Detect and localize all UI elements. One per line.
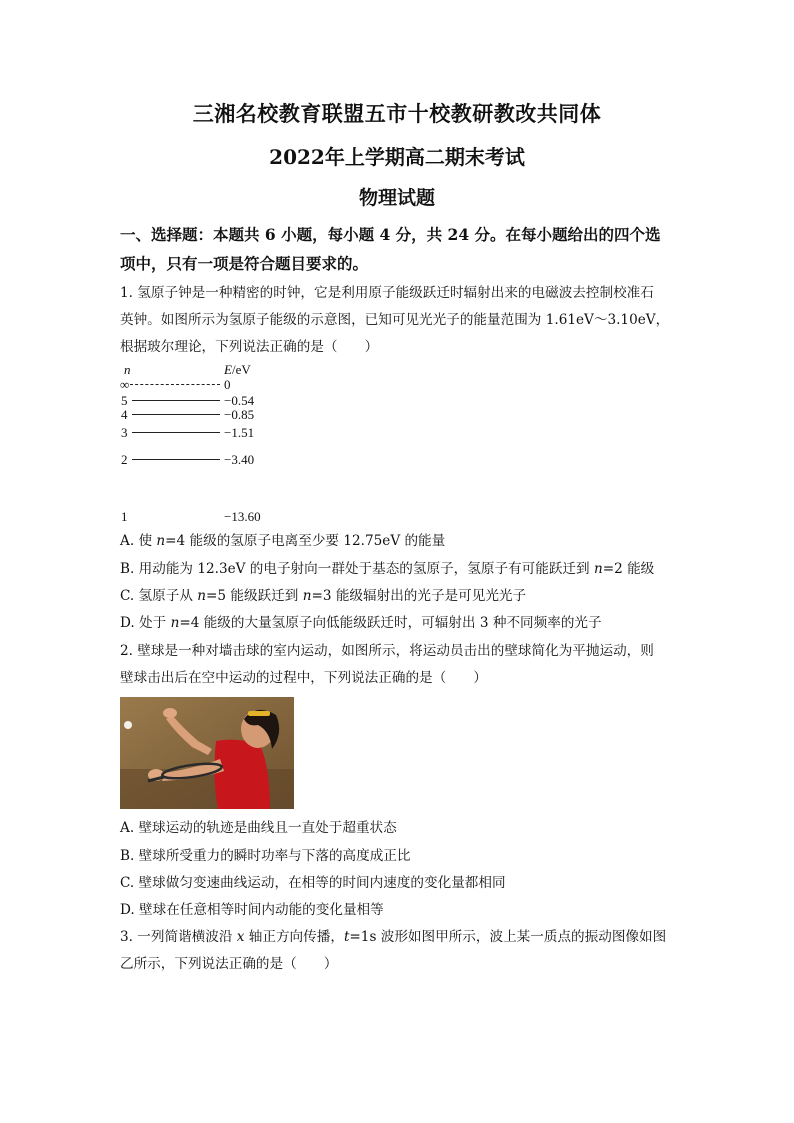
section-line-2: 项中，只有一项是符合题目要求的。 (120, 254, 369, 273)
level-n-3: 3 (121, 425, 128, 440)
level-n-infinity: ∞ (120, 377, 130, 392)
question-1-line-2: 英钟。如图所示为氢原子能级的示意图，已知可见光光子的能量范围为 1.61eV～3.10eV， (120, 312, 670, 328)
question-2-stem (120, 638, 676, 692)
question-1-line-3: 根据玻尔理论，下列说法正确的是（ ） (120, 339, 379, 355)
axis-label-energy-unit: /eV (231, 362, 251, 377)
axis-label-energy (224, 362, 251, 378)
question-2-line-1: 2. 壁球是一种对墙击球的室内运动，如图所示，将运动员击出的壁球简化为平抛运动，则 (120, 643, 654, 659)
option-b-var: n (593, 561, 603, 577)
option-d-text-2: =4 能级的大量氢原子向低能级跃迁时，可辐射出 3 种不同频率的光子 (179, 615, 602, 631)
question-2-line-2: 壁球击出后在空中运动的过程中，下列说法正确的是（ ） (120, 670, 488, 686)
question-1-line-1: 1. 氢原子钟是一种精密的时钟，它是利用原子能级跃迁时辐射出来的电磁波去控制校准石 (120, 285, 654, 301)
question-3-line-1 (120, 924, 676, 951)
option-c-text-2: =5 能级跃迁到 (206, 588, 303, 604)
question-3-text-3: =1s 波形如图甲所示，波上某一质点的振动图像如图 (349, 929, 667, 945)
level-e-5: −0.54 (224, 393, 255, 408)
level-e-1: −13.60 (224, 509, 261, 524)
question-3-text-1: 3. 一列简谐横波沿 (120, 929, 237, 945)
option-d-var: n (170, 615, 180, 631)
option-a-var: n (156, 533, 166, 549)
level-line-2 (132, 459, 220, 460)
level-e-4: −0.85 (224, 407, 255, 422)
level-n-4: 4 (121, 407, 128, 422)
option-b-text-2: =2 能级 (602, 561, 655, 577)
question-3-line-2: 乙所示，下列说法正确的是（ ） (120, 956, 338, 972)
option-a-text-1: A. 使 (120, 533, 157, 549)
squash-player-illustration (120, 697, 294, 809)
option-c-text-3: =3 能级辐射出的光子是可见光光子 (311, 588, 527, 604)
question-3-stem (120, 924, 676, 978)
question-1-option-b (120, 559, 680, 579)
option-b-text-1: B. 用动能为 12.3eV 的电子射向一群处于基态的氢原子，氢原子有可能跃迁到 (120, 561, 594, 577)
level-e-3: −1.51 (224, 425, 255, 440)
option-c-var-1: n (197, 588, 207, 604)
level-line-5 (132, 400, 220, 401)
question-2-option-b: B. 壁球所受重力的瞬时功率与下落的高度成正比 (120, 848, 411, 864)
question-2-option-d: D. 壁球在任意相等时间内动能的变化量相等 (120, 902, 384, 918)
option-d-text-1: D. 处于 (120, 615, 171, 631)
energy-level-diagram (118, 362, 318, 532)
level-n-5: 5 (121, 393, 128, 408)
question-1-option-d (120, 613, 680, 633)
question-3-text-2: 轴正方向传播， (244, 929, 344, 945)
level-line-3 (132, 432, 220, 433)
level-line-infinity (130, 384, 220, 385)
axis-label-energy-symbol: E (224, 362, 232, 377)
level-e-infinity: 0 (224, 377, 231, 392)
question-3-var-t: t (343, 929, 350, 945)
exam-title-union: 三湘名校教育联盟五市十校教研教改共同体 (192, 101, 602, 126)
level-n-1: 1 (121, 509, 128, 524)
section-heading-multiple-choice (120, 220, 675, 278)
level-n-2: 2 (121, 452, 128, 467)
exam-title-term: 2022年上学期高二期末考试 (269, 145, 525, 169)
question-2-option-c: C. 壁球做匀变速曲线运动，在相等的时间内速度的变化量都相同 (120, 875, 506, 891)
question-1-option-c (120, 586, 680, 606)
level-e-2: −3.40 (224, 452, 255, 467)
question-3-var-x: x (236, 929, 245, 945)
option-a-text-2: =4 能级的氢原子电离至少要 12.75eV 的能量 (165, 533, 446, 549)
axis-label-n: n (124, 362, 131, 377)
question-1-option-a (120, 531, 680, 551)
section-line-1: 一、选择题：本题共 6 小题，每小题 4 分，共 24 分。在每小题给出的四个选 (120, 225, 661, 244)
level-line-4 (132, 414, 220, 415)
option-c-var-2: n (302, 588, 312, 604)
squash-player-photo (120, 697, 294, 809)
exam-title-subject: 物理试题 (358, 187, 435, 209)
question-1-stem (120, 280, 676, 361)
option-c-text-1: C. 氢原子从 (120, 588, 198, 604)
question-2-option-a: A. 壁球运动的轨迹是曲线且一直处于超重状态 (120, 820, 397, 836)
